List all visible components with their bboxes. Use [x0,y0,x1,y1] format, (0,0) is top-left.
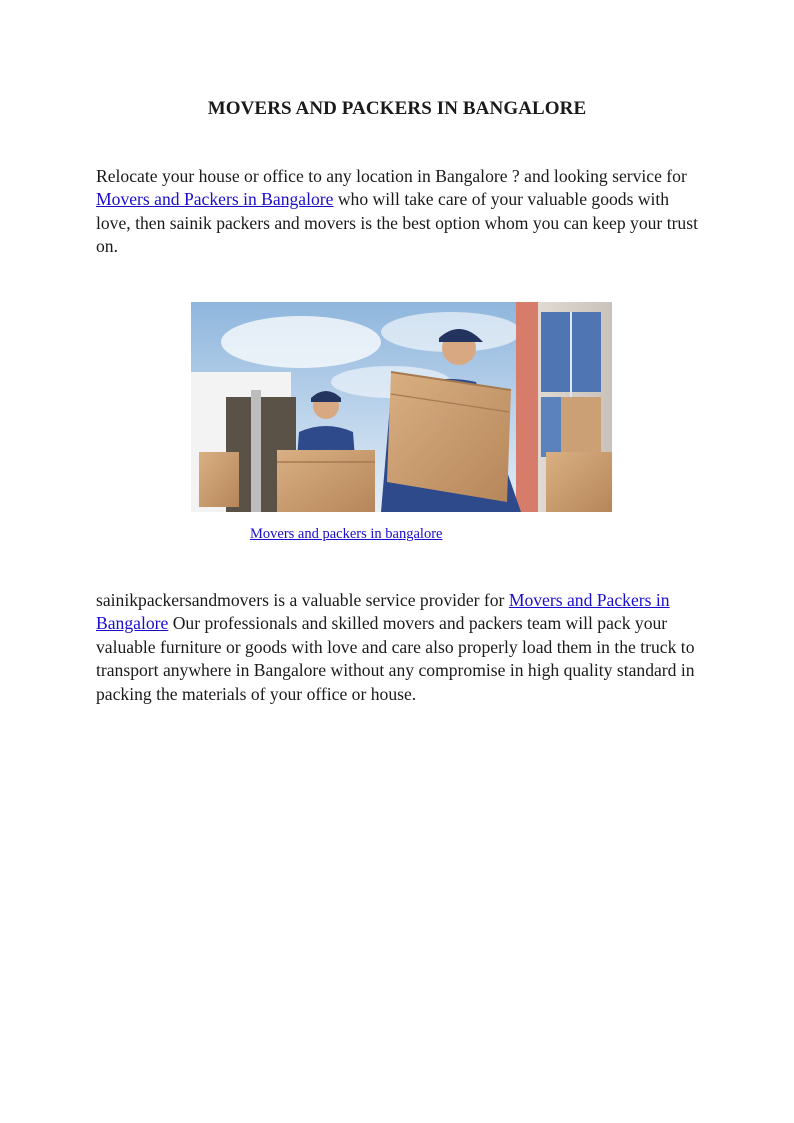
movers-photo [191,302,612,512]
movers-packers-link-2[interactable]: Movers and Packers in Bangalore [96,590,670,634]
page-title: MOVERS AND PACKERS IN BANGALORE [207,98,587,119]
movers-packers-link-1[interactable]: Movers and Packers in Bangalore [96,189,334,210]
intro-text-before: Relocate your house or office to any location in Bangalore ? and looking service for [96,166,687,186]
service-text-after: Our professionals and skilled movers and packers team will pack your valuable furniture or goods with love and care also properly load them in the truck to transport anywhere in Bangalore without any compromise in high quality standard in packing the materials of your office or house. [96,613,695,704]
intro-paragraph [96,165,700,259]
service-text-before: sainikpackersandmovers is a valuable service provider for [96,590,509,610]
service-paragraph [96,589,700,706]
intro-text-after: who will take care of your valuable goods with love, then sainik packers and movers is the best option whom you can keep your trust on. [96,189,698,257]
caption-link[interactable]: Movers and packers in bangalore [250,526,443,542]
figure-caption [250,525,442,543]
